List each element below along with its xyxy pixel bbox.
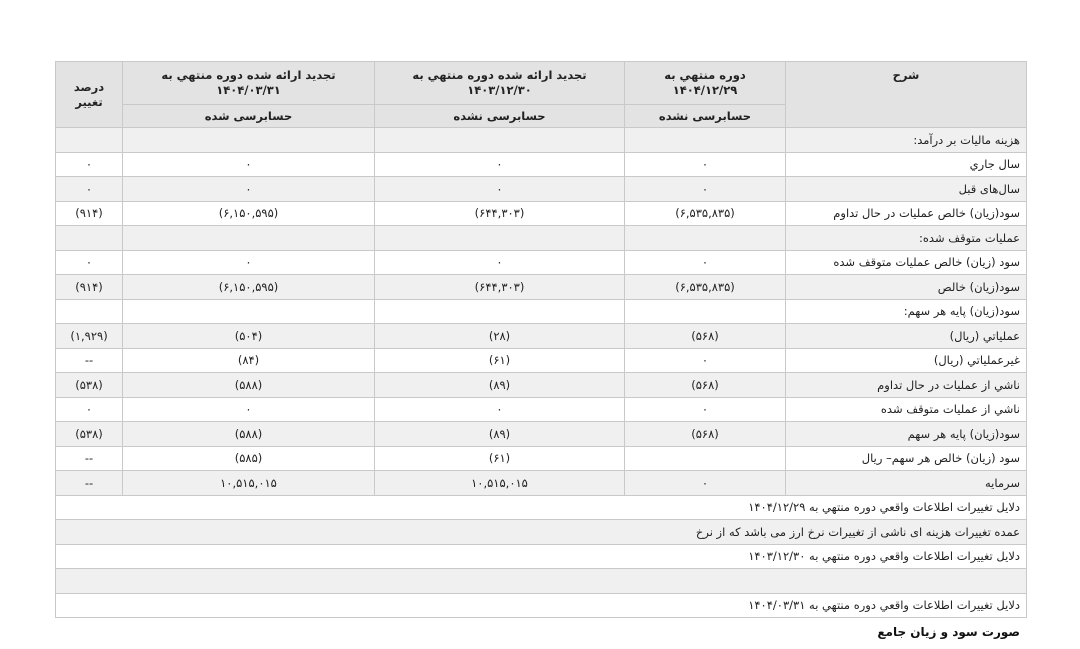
row-description: سود(زیان) خالص: [786, 275, 1027, 300]
row-value-1404-12-29: (۶,۵۳۵,۸۳۵): [625, 275, 786, 300]
row-value-1404-03-31: ۰: [123, 152, 375, 177]
section-title: صورت سود و زیان جامع: [877, 625, 1020, 639]
header-description: شرح: [786, 62, 1027, 128]
row-value-1403-12-30: (۸۹): [375, 422, 625, 447]
row-value-1403-12-30: [375, 128, 625, 153]
table-row: [56, 275, 1027, 300]
row-value-1404-03-31: (۵۰۴): [123, 324, 375, 349]
row-value-1404-12-29: (۵۶۸): [625, 373, 786, 398]
row-value-1403-12-30: (۶۱): [375, 348, 625, 373]
row-value-1403-12-30: (۲۸): [375, 324, 625, 349]
row-value-1404-03-31: (۸۴): [123, 348, 375, 373]
header-col2-date: ۱۴۰۳/۱۲/۳۰: [467, 83, 532, 97]
header-change-line1: درصد: [73, 79, 105, 94]
header-col2-line1: تجدید ارائه شده دوره منتهي به: [412, 68, 587, 82]
note-row: [56, 544, 1027, 569]
row-value-1404-03-31: (۵۸۸): [123, 422, 375, 447]
row-value-1404-12-29: ۰: [625, 177, 786, 202]
row-value-1404-03-31: (۶,۱۵۰,۵۹۵): [123, 275, 375, 300]
table-row: [56, 324, 1027, 349]
row-description: سال جاري: [786, 152, 1027, 177]
row-value-1404-12-29: ۰: [625, 397, 786, 422]
row-value-1404-12-29: [625, 128, 786, 153]
row-value-1404-12-29: [625, 226, 786, 251]
header-period-1404-12-29: [625, 62, 786, 105]
row-value-1404-03-31: ۱۰,۵۱۵,۰۱۵: [123, 471, 375, 496]
row-value-1403-12-30: ۰: [375, 177, 625, 202]
row-value-1404-03-31: (۶,۱۵۰,۵۹۵): [123, 201, 375, 226]
row-value-1404-03-31: ۰: [123, 250, 375, 275]
row-value-1404-03-31: [123, 226, 375, 251]
note-text: دلایل تغییرات اطلاعات واقعي دوره منتهي به ۱۴۰۴/۰۳/۳۱: [56, 593, 1027, 618]
header-change-line2: تغییر: [75, 94, 103, 109]
row-description: عملیات متوقف شده:: [786, 226, 1027, 251]
row-value-1403-12-30: ۰: [375, 250, 625, 275]
table-row: [56, 422, 1027, 447]
row-description: سود (زیان) خالص هر سهم– ریال: [786, 446, 1027, 471]
row-description: ناشي از عملیات در حال تداوم: [786, 373, 1027, 398]
note-text: دلایل تغییرات اطلاعات واقعي دوره منتهي به ۱۴۰۳/۱۲/۳۰: [56, 544, 1027, 569]
table-body: [56, 128, 1027, 618]
header-change-percent: [56, 62, 123, 128]
row-value-1404-03-31: ۰: [123, 177, 375, 202]
row-description: سود(زیان) پایه هر سهم: [786, 422, 1027, 447]
row-value-1404-12-29: (۵۶۸): [625, 422, 786, 447]
row-value-1404-12-29: (۵۶۸): [625, 324, 786, 349]
row-value-1403-12-30: [375, 226, 625, 251]
row-change-percent: (۱,۹۲۹): [56, 324, 123, 349]
header-col1-audit-status: حسابرسی نشده: [625, 105, 786, 128]
row-value-1403-12-30: (۶۱): [375, 446, 625, 471]
table-row: [56, 348, 1027, 373]
table-row: [56, 446, 1027, 471]
row-value-1404-03-31: (۵۸۸): [123, 373, 375, 398]
table-row: [56, 152, 1027, 177]
table-row: [56, 471, 1027, 496]
row-value-1403-12-30: (۸۹): [375, 373, 625, 398]
row-value-1403-12-30: (۶۴۴,۳۰۳): [375, 275, 625, 300]
row-change-percent: (۵۳۸): [56, 373, 123, 398]
row-value-1403-12-30: ۱۰,۵۱۵,۰۱۵: [375, 471, 625, 496]
row-value-1404-12-29: ۰: [625, 152, 786, 177]
row-change-percent: (۹۱۴): [56, 275, 123, 300]
row-value-1404-12-29: ۰: [625, 471, 786, 496]
table-row: [56, 250, 1027, 275]
table-row: [56, 299, 1027, 324]
row-change-percent: ۰: [56, 250, 123, 275]
table-row: [56, 226, 1027, 251]
header-col3-audit-status: حسابرسی شده: [123, 105, 375, 128]
row-description: غیرعملیاتي (ریال): [786, 348, 1027, 373]
table-row: [56, 373, 1027, 398]
header-period-1403-12-30: [375, 62, 625, 105]
row-value-1404-03-31: (۵۸۵): [123, 446, 375, 471]
header-col3-line1: تجدید ارائه شده دوره منتهي به: [161, 68, 336, 82]
note-text: عمده تغییرات هزینه ای ناشی از تغییرات نرخ ارز می باشد که از نرخ: [56, 520, 1027, 545]
row-description: سال‌های قبل: [786, 177, 1027, 202]
row-value-1404-03-31: ۰: [123, 397, 375, 422]
note-text: دلایل تغییرات اطلاعات واقعي دوره منتهي به ۱۴۰۴/۱۲/۲۹: [56, 495, 1027, 520]
note-row: [56, 569, 1027, 594]
table-row: [56, 177, 1027, 202]
row-value-1404-03-31: [123, 128, 375, 153]
row-value-1403-12-30: [375, 299, 625, 324]
row-change-percent: (۹۱۴): [56, 201, 123, 226]
note-text: [56, 569, 1027, 594]
row-change-percent: --: [56, 471, 123, 496]
income-statement-table: [55, 61, 1027, 618]
row-value-1404-12-29: ۰: [625, 250, 786, 275]
row-change-percent: --: [56, 348, 123, 373]
row-value-1404-12-29: [625, 299, 786, 324]
header-col2-audit-status: حسابرسی نشده: [375, 105, 625, 128]
row-change-percent: ۰: [56, 177, 123, 202]
header-col1-date: ۱۴۰۴/۱۲/۲۹: [672, 83, 738, 97]
row-description: ناشي از عملیات متوقف شده: [786, 397, 1027, 422]
note-row: [56, 495, 1027, 520]
row-description: سود(زیان) پایه هر سهم:: [786, 299, 1027, 324]
row-value-1404-03-31: [123, 299, 375, 324]
row-change-percent: ۰: [56, 397, 123, 422]
header-col3-date: ۱۴۰۴/۰۳/۳۱: [216, 83, 281, 97]
row-value-1403-12-30: ۰: [375, 152, 625, 177]
row-description: سرمایه: [786, 471, 1027, 496]
row-description: هزینه مالیات بر درآمد:: [786, 128, 1027, 153]
table-row: [56, 201, 1027, 226]
table-row: [56, 397, 1027, 422]
header-period-1404-03-31: [123, 62, 375, 105]
table-row: [56, 128, 1027, 153]
row-value-1404-12-29: [625, 446, 786, 471]
row-value-1404-12-29: (۶,۵۳۵,۸۳۵): [625, 201, 786, 226]
row-change-percent: [56, 226, 123, 251]
row-change-percent: ۰: [56, 152, 123, 177]
row-value-1403-12-30: (۶۴۴,۳۰۳): [375, 201, 625, 226]
row-change-percent: (۵۳۸): [56, 422, 123, 447]
row-description: سود(زیان) خالص عملیات در حال تداوم: [786, 201, 1027, 226]
row-change-percent: --: [56, 446, 123, 471]
note-row: [56, 520, 1027, 545]
note-row: [56, 593, 1027, 618]
row-value-1403-12-30: ۰: [375, 397, 625, 422]
row-change-percent: [56, 299, 123, 324]
header-col1-line1: دوره منتهي به: [664, 68, 746, 82]
row-description: عملیاتي (ریال): [786, 324, 1027, 349]
row-description: سود (زیان) خالص عملیات متوقف شده: [786, 250, 1027, 275]
row-change-percent: [56, 128, 123, 153]
row-value-1404-12-29: ۰: [625, 348, 786, 373]
